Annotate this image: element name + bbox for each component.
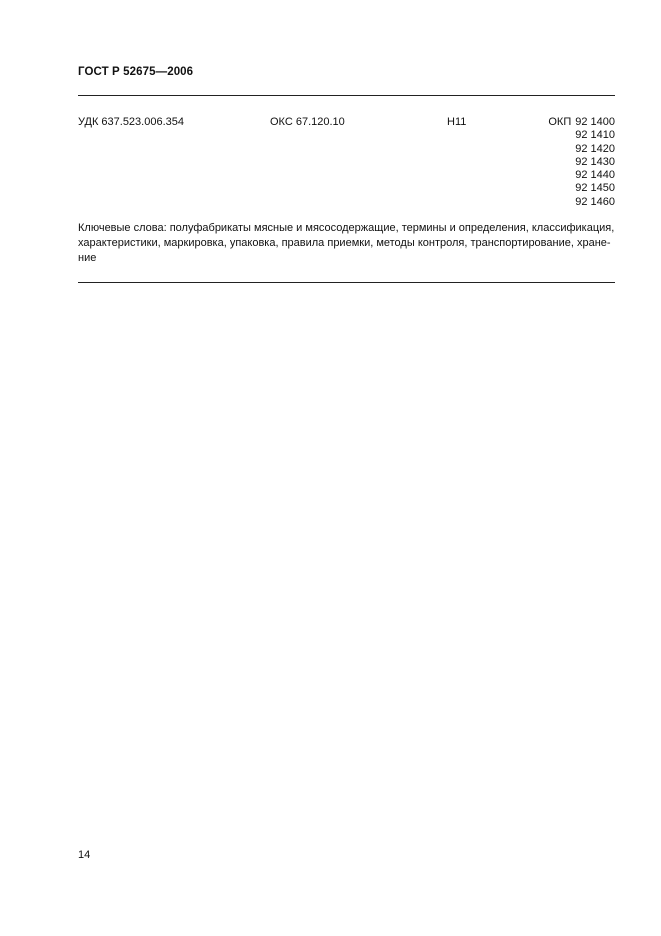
- keywords-line: характеристики, маркировка, упаковка, правила приемки, методы контроля, транспортирование, хране-: [78, 237, 611, 249]
- okp-code: 92 1420: [575, 142, 615, 155]
- okp-code-line: [548, 116, 615, 129]
- okp-code: 92 1440: [575, 169, 615, 182]
- okp-code: 92 1430: [575, 155, 615, 168]
- keywords-line: Ключевые слова: полуфабрикаты мясные и мясосодержащие, термины и определения, классификация,: [78, 222, 615, 234]
- okp-code: 92 1410: [575, 129, 615, 142]
- okp-code: 92 1400: [575, 116, 615, 128]
- bottom-divider: [78, 282, 615, 283]
- okp-label: ОКП: [548, 116, 572, 128]
- okp-code: 92 1450: [575, 182, 615, 195]
- top-divider: [78, 95, 615, 96]
- group-code: Н11: [447, 116, 467, 128]
- keywords-line: ние: [78, 252, 97, 264]
- keywords-paragraph: [78, 221, 615, 266]
- oks-code: ОКС 67.120.10: [270, 116, 345, 128]
- document-header-title: ГОСТ Р 52675—2006: [78, 66, 194, 78]
- page-number: 14: [78, 849, 91, 861]
- okp-code: 92 1460: [575, 195, 615, 208]
- classification-block: [78, 116, 615, 211]
- udk-code: УДК 637.523.006.354: [78, 116, 184, 128]
- okp-codes: [548, 116, 615, 209]
